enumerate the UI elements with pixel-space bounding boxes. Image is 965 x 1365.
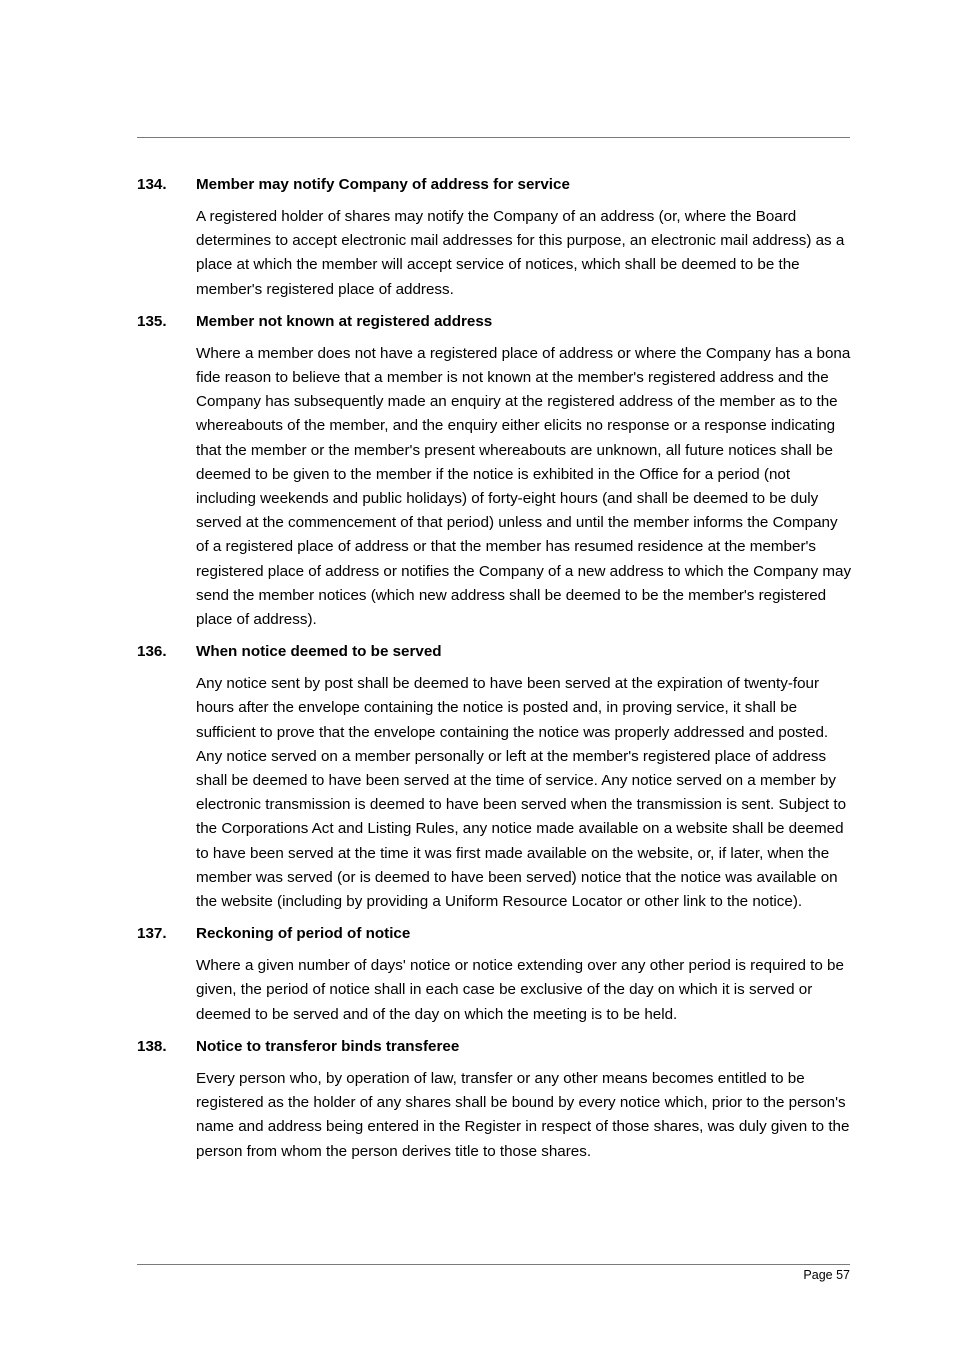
clause-136 (137, 640, 853, 914)
clause-text: A registered holder of shares may notify the Company of an address (or, where the Board determines to accept electronic mail addresses for this purpose, an electronic mail address) as a place at which the member will accept service of notices, which shall be deemed to be the member's registered place of address. (196, 208, 845, 298)
clause-number: 138. (137, 1037, 167, 1055)
header-divider (137, 137, 850, 138)
clause-title: Notice to transferor binds transferee (196, 1037, 460, 1055)
clause-heading (137, 173, 853, 197)
clause-text: Where a given number of days' notice or notice extending over any other period is required to be given, the period of notice shall in each case be exclusive of the day on which it is served or deemed to be served and of the day on which the meeting is to be held. (196, 957, 844, 1023)
clause-number: 137. (137, 925, 167, 943)
clause-title: When notice deemed to be served (196, 643, 442, 661)
document-body (137, 173, 853, 1172)
clause-number: 136. (137, 643, 167, 661)
clause-heading (137, 640, 853, 664)
footer-divider (137, 1264, 850, 1265)
clause-heading (137, 1035, 853, 1059)
clause-title: Member may notify Company of address for service (196, 176, 570, 193)
clause-heading (137, 310, 853, 334)
clause-text: Any notice sent by post shall be deemed to have been served at the expiration of twenty-four hours after the envelope containing the notice is posted and, in proving service, it shall be sufficient to prove that the envelope containing the notice was properly addressed and posted. Any notice served on a member personally or left at the member's registered place of address shall be deemed to have been served at the time of service. Any notice served on a member by electronic transmission is deemed to have been served when the transmission is sent. Subject to the Corporations Act and Listing Rules, any notice made available on a website shall be deemed to have been served at the time it was first made available on the website, or, if later, when the member was served (or is deemed to have been served) notice that the notice was available on the website (including by providing a Uniform Resource Locator or other link to the notice). (196, 675, 847, 911)
clause-number: 135. (137, 312, 167, 330)
clause-text: Where a member does not have a registered place of address or where the Company has a bona fide reason to believe that a member is not known at the member's registered address and the Company has subsequently made an enquiry at the registered address of the member as to the whereabouts of the member, and the enquiry either elicits no response or a response indicating that the member or the member's present whereabouts are unknown, all future notices shall be deemed to be given to the member if the notice is exhibited in the Office for a period (not including weekends and public holidays) of forty-eight hours (and shall be deemed to be duly served at the commencement of that period) unless and until the member informs the Company of a registered place of address or that the member has resumed residence at the member's registered place of address or notifies the Company of a new address to which the Company may send the member notices (which new address shall be deemed to be the member's registered place of address). (196, 344, 852, 629)
clause-134 (137, 173, 853, 302)
clause-138 (137, 1035, 853, 1164)
clause-text: Every person who, by operation of law, transfer or any other means becomes entitled to be registered as the holder of any shares shall be bound by every notice which, prior to the person's name and address being entered in the Register in respect of those shares, was duly given to the person from whom the person derives title to those shares. (196, 1069, 850, 1160)
clause-heading (137, 922, 853, 946)
page-number: Page 57 (803, 1268, 850, 1282)
clause-title: Reckoning of period of notice (196, 925, 411, 943)
clause-number: 134. (137, 176, 167, 193)
clause-title: Member not known at registered address (196, 312, 493, 330)
clause-135 (137, 310, 853, 632)
clause-137 (137, 922, 853, 1027)
